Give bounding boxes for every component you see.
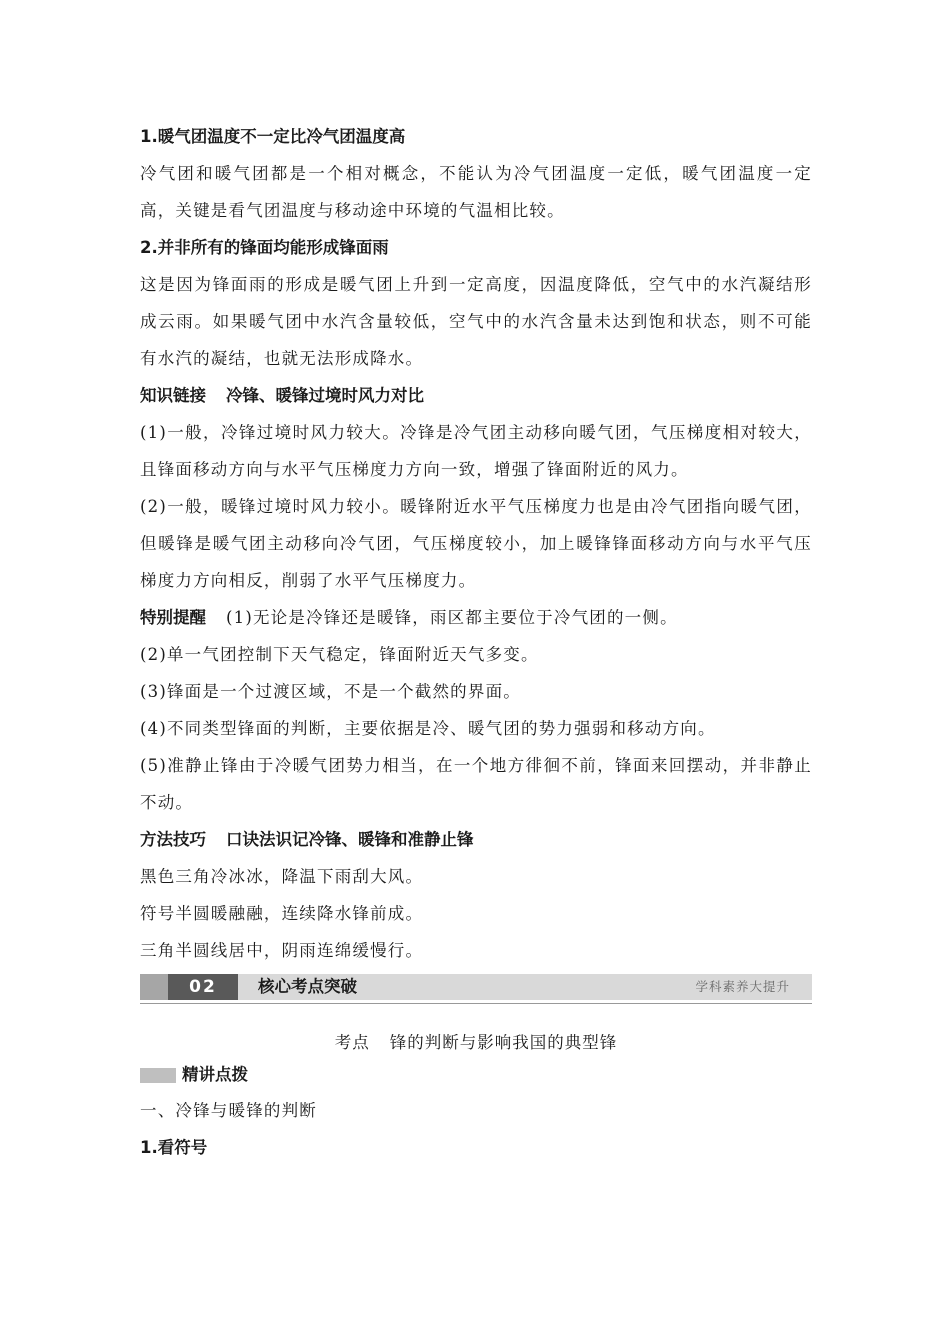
section-2-text: 这是因为锋面雨的形成是暖气团上升到一定高度，因温度降低，空气中的水汽凝结形成云雨。如果暖气团中水汽含量较低，空气中的水汽含量未达到饱和状态，则不可能有水汽的凝结，也就无法形成降水。 [140, 275, 812, 368]
outline-item-2: 1.看符号 [140, 1138, 208, 1157]
mnemonic-line-2: 符号半圆暖融融，连续降水锋前成。 [140, 904, 424, 923]
section-1-heading: 1.暖气团温度不一定比冷气团温度高 [140, 127, 406, 146]
outline-item-1: 一、冷锋与暖锋的判断 [140, 1101, 317, 1120]
knowledge-link-heading [140, 377, 812, 414]
subsection-marker [140, 1068, 176, 1083]
banner-tag: 学科素养大提升 [695, 979, 790, 994]
banner-number: 02 [168, 974, 238, 1000]
document-body [140, 118, 812, 1166]
topic-label: 考点 [334, 1033, 370, 1052]
special-tip-item-4: (4)不同类型锋面的判断，主要依据是冷、暖气团的势力强弱和移动方向。 [140, 719, 716, 738]
topic-text: 锋的判断与影响我国的典型锋 [389, 1033, 618, 1052]
knowledge-link-label: 知识链接 [140, 386, 206, 405]
banner-left-block [140, 974, 168, 1000]
mnemonic-line-3: 三角半圆线居中，阴雨连绵缓慢行。 [140, 941, 424, 960]
mnemonic-line-1: 黑色三角冷冰冰，降温下雨刮大风。 [140, 867, 424, 886]
knowledge-link-paragraph-1: (1)一般，冷锋过境时风力较大。冷锋是冷气团主动移向暖气团，气压梯度相对较大，且锋面移动方向与水平气压梯度力方向一致，增强了锋面附近的风力。 [140, 423, 812, 479]
special-tip-label: 特别提醒 [140, 608, 206, 627]
method-title: 口诀法识记冷锋、暖锋和准静止锋 [226, 830, 474, 849]
special-tip-text-1: (1)无论是冷锋还是暖锋，雨区都主要位于冷气团的一侧。 [226, 608, 678, 627]
topic-title [140, 1024, 812, 1061]
section-banner [140, 974, 812, 1008]
method-label: 方法技巧 [140, 830, 206, 849]
knowledge-link-paragraph-2: (2)一般，暖锋过境时风力较小。暖锋附近水平气压梯度力也是由冷气团指向暖气团，但暖锋是暖气团主动移向冷气团，气压梯度较小，加上暖锋锋面移动方向与水平气压梯度力方向相反，削弱了水平气压梯度力。 [140, 497, 812, 590]
section-2-heading: 2.并非所有的锋面均能形成锋面雨 [140, 238, 389, 257]
knowledge-link-title: 冷锋、暖锋过境时风力对比 [226, 386, 424, 405]
special-tip-item-2: (2)单一气团控制下天气稳定，锋面附近天气多变。 [140, 645, 539, 664]
section-1-text: 冷气团和暖气团都是一个相对概念，不能认为冷气团温度一定低，暖气团温度一定高，关键是看气团温度与移动途中环境的气温相比较。 [140, 164, 812, 220]
subsection-label: 精讲点拨 [182, 1065, 248, 1084]
banner-title: 核心考点突破 [258, 977, 357, 996]
special-tip-item-5: (5)准静止锋由于冷暖气团势力相当，在一个地方徘徊不前，锋面来回摆动，并非静止不动。 [140, 756, 812, 812]
special-tip-item-3: (3)锋面是一个过渡区域，不是一个截然的界面。 [140, 682, 521, 701]
subsection-heading [140, 1058, 812, 1092]
special-tip-item-1 [140, 599, 812, 636]
banner-rule [140, 1003, 812, 1004]
method-heading [140, 821, 812, 858]
